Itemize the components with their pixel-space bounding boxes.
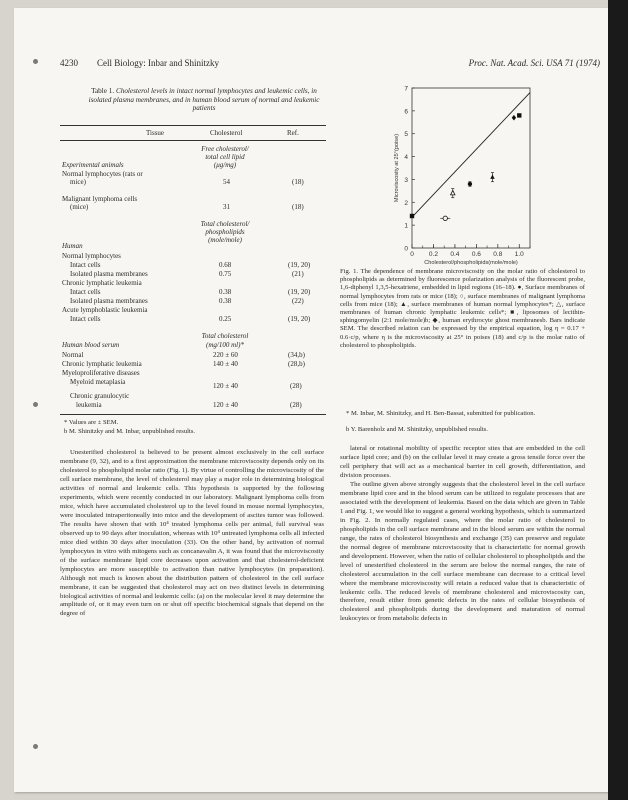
- col-header-tissue: Tissue: [146, 129, 165, 137]
- data-point: [490, 174, 494, 178]
- y-tick-label: 2: [404, 199, 408, 207]
- row-value: 54: [223, 178, 230, 186]
- row-ref: (18): [292, 203, 304, 211]
- table-caption: [88, 87, 320, 113]
- y-tick-label: 6: [404, 108, 408, 116]
- journal-citation: Proc. Nat. Acad. Sci. USA 71 (1974): [468, 58, 600, 68]
- table-footnote: * Values are ± SEM.: [64, 419, 119, 426]
- row-ref: (18): [292, 178, 304, 186]
- row-label: mice): [70, 178, 86, 186]
- right-column-text: [340, 445, 585, 624]
- section-title: Human blood serum: [62, 341, 120, 349]
- table-footnote: b M. Shinitzky and M. Inbar, unpublished results.: [64, 428, 196, 435]
- data-point: [512, 115, 516, 121]
- x-tick-label: 0.2: [428, 251, 438, 258]
- col-header-ref: Ref.: [287, 129, 299, 137]
- y-axis-label: Microviscosity at 25°(poise): [394, 133, 400, 203]
- x-tick-label: 0.8: [493, 251, 503, 258]
- unit-line: (μg/mg): [213, 161, 237, 169]
- unit-line: total cell lipid: [205, 153, 245, 161]
- figure-1-caption: [340, 268, 585, 350]
- row-label: (mice): [70, 203, 89, 211]
- row-ref: (19, 20): [288, 288, 311, 296]
- regression-line: [412, 93, 530, 218]
- row-label: Acute lymphoblastic leukemia: [62, 306, 148, 314]
- row-label: Normal lymphocytes: [62, 252, 121, 260]
- col-header-cholesterol: Cholesterol: [210, 129, 243, 137]
- scan-edge: [608, 0, 628, 800]
- row-ref: (28): [290, 382, 302, 390]
- row-label: Intact cells: [70, 315, 101, 323]
- x-tick-label: 1.0: [514, 251, 524, 258]
- row-value: 0.75: [219, 270, 232, 278]
- left-column-text: [60, 449, 324, 619]
- page-number: 4230: [60, 58, 78, 68]
- section-title: Experimental animals: [62, 161, 124, 169]
- row-value: 220 ± 60: [213, 351, 238, 359]
- row-label: Isolated plasma membranes: [70, 297, 148, 305]
- row-label: Normal lymphocytes (rats or: [62, 170, 143, 178]
- row-label: Normal: [62, 351, 84, 359]
- row-label: Intact cells: [70, 288, 101, 296]
- body-paragraph: Unesterified cholesterol is believed to be present almost exclusively in the cell surface membrane (9, 32), and to a first approximation the membrane microviscosity depends only on its cholesterol to phospholipid molar ratio (Fig. 1). By virtue of controlling the microviscosity of the cell surface membrane, the level of cholesterol may play a major role in determining biological activities of normal and leukemic cells. This hypothesis is supported by the following experiments, which were recently conducted in our laboratory. Malignant lymphoma cells from mice, which have accumulated cholesterol up to the level found in mouse normal lymphocytes, were inoculated intraperitoneally into mice and the development of ascites tumor was followed. The results have shown that with 10⁴ treated lymphoma cells per animal, full survival was observed up to 90 days after inoculation, whereas with 10⁴ untreated lymphoma cells all infected mice died within 30 days after inoculation (33). On the other hand, by activation of normal lymphocytes in vitro with mitogens such as concanavalin A, it was found that the microviscosity of the surface membrane lipid core decreases upon activation and that cholesterol-deficient lymphocytes are more susceptible to activation than native lymphocytes (in preparation). Although not much is known about the distribution pattern of cholesterol in the cell surface membrane, it can be suggested that cholesterol may act on two distinct levels in determining biological activities of normal and leukemic cells: (a) on the molecular level it may determine the amplitude of, or it may even turn on or shut off specific biochemical signals that depend on the degree of: [60, 449, 324, 618]
- data-point: [451, 190, 455, 194]
- row-value: 140 ± 40: [213, 360, 238, 368]
- row-ref: (19, 20): [288, 261, 311, 269]
- row-label: Myeloid metaplasia: [70, 378, 126, 386]
- y-tick-label: 0: [404, 245, 408, 253]
- y-tick-label: 5: [404, 131, 408, 139]
- data-point: [410, 214, 414, 218]
- row-label: Chronic lymphatic leukemia: [62, 360, 142, 368]
- punch-hole: [33, 59, 38, 64]
- unit-line: Total cholesterol/: [200, 220, 250, 228]
- table-rule-bottom: [60, 414, 326, 415]
- data-point: [468, 182, 472, 186]
- row-label: Isolated plasma membranes: [70, 270, 148, 278]
- unit-line: Total cholesterol: [201, 332, 249, 340]
- table-label: Table 1.: [91, 87, 115, 95]
- punch-hole: [33, 402, 38, 407]
- row-label: Chronic lymphatic leukemia: [62, 279, 142, 287]
- y-tick-label: 3: [404, 176, 408, 184]
- row-value: 31: [223, 203, 230, 211]
- data-point: [517, 113, 521, 117]
- x-tick-label: 0: [410, 251, 414, 258]
- row-label: Chronic granulocytic: [70, 392, 130, 400]
- x-axis-label: Cholesterol/phospholipids(mole/mole): [424, 260, 518, 266]
- table-rule-header: [60, 140, 326, 141]
- x-tick-label: 0.4: [450, 251, 460, 258]
- row-ref: (21): [292, 270, 304, 278]
- y-tick-label: 4: [404, 154, 408, 162]
- figure-caption-text: Fig. 1. The dependence of membrane microviscosity on the molar ratio of cholesterol to phospholipids as determined by fluorescence polarization analysis of the fluorescent probe, 1,6-diphenyl 1,3,5-hexatriene, embedded in lipid regions (16–18). ●, Surface membranes of normal lymphocytes from rats or mice (18); ○, surface membranes of malignant lymphoma cells from mice (18); ▲, surface membranes of human normal lymphocytes*; △, surface membranes of human chronic lymphatic leukemic cells*; ■, liposomes of lecithin-sphingomyelin (2:1 mole/mole)b; ◆, human erythrocyte ghost membranesb. Bars indicate SEM. The described relation can be expressed by the empirical equation, log η = 0.17 + 0.6·c/p, where η is the microviscosity at 25° in poises (18) and c/p is the molar ratio of cholesterol to phospholipids.: [340, 268, 585, 349]
- figure-footnote: * M. Inbar, M. Shinitzky, and H. Ben-Bassat, submitted for publication.: [346, 410, 536, 417]
- section-title: Cell Biology: Inbar and Shinitzky: [97, 58, 219, 68]
- row-label: Intact cells: [70, 261, 101, 269]
- row-ref: (19, 20): [288, 315, 311, 323]
- table-caption-text: Cholesterol levels in intact normal lymphocytes and leukemic cells, in isolated plasma membranes, and in human blood serum of normal and leukemic patients: [88, 87, 320, 113]
- row-value: 120 ± 40: [213, 382, 238, 390]
- row-value: 0.25: [219, 315, 232, 323]
- punch-hole: [33, 744, 38, 749]
- row-ref: (22): [292, 297, 304, 305]
- table-rule-top: [60, 125, 326, 126]
- row-value: 0.38: [219, 288, 232, 296]
- row-value: 120 ± 40: [213, 401, 238, 409]
- y-tick-label: 1: [404, 222, 408, 230]
- x-tick-label: 0.6: [471, 251, 481, 258]
- row-value: 0.68: [219, 261, 232, 269]
- unit-line: (mole/mole): [208, 236, 242, 244]
- data-point: [443, 216, 447, 220]
- unit-line: (mg/100 ml)*: [206, 341, 244, 349]
- figure-footnote: b Y. Barenholz and M. Shinitzky, unpublished results.: [346, 426, 488, 433]
- figure-1-chart: [390, 80, 540, 275]
- row-label: Malignant lymphoma cells: [62, 195, 138, 203]
- row-value: 0.38: [219, 297, 232, 305]
- body-paragraph: lateral or rotational mobility of specific receptor sites that are embedded in the cell surface lipid core; and (b) on the cellular level it may create a gross tensile force over the cell periphery that will act as a mechanical barrier in cell growth, differentiation, and division processes.: [340, 445, 585, 479]
- plot-frame: [412, 88, 530, 248]
- unit-line: Free cholesterol/: [201, 145, 249, 153]
- row-ref: (28): [290, 401, 302, 409]
- row-label: leukemia: [76, 401, 102, 409]
- y-tick-label: 7: [404, 85, 408, 93]
- row-ref: (28,b): [288, 360, 305, 368]
- unit-line: phospholipids: [205, 228, 245, 236]
- row-label: Myeloproliferative diseases: [62, 369, 140, 377]
- chart-plot-area: [394, 86, 530, 267]
- row-ref: (34,b): [288, 351, 305, 359]
- body-paragraph: The outline given above strongly suggests that the cholesterol level in the cell surface membrane lipid core and in the blood serum can be utilized to regulate processes that are associated with the development of leukemia. Based on the data which are given in Table 1 and Fig. 1, we would like to suggest a general working hypothesis, which is summarized in Fig. 2. In normally regulated cases, where the molar ratio of cholesterol to phospholipids in the cell surface membrane and in the blood serum are within the normal range, the rates of cholesterol biosynthesis and exchange (35) can preserve and regulate the normal degree of membrane microviscosity that is characteristic for normal growth and development. However, when the ratio of cellular cholesterol to phospholipids and the level of unesterified cholesterol in the serum are below the normal ranges, the rate of cholesterol accumulation in the cell surface membrane can decrease to a critical level where the membrane microviscosity will retain a reduced value that is characteristic of leukemic cells. The reduced levels of membrane cholesterol and microviscosity can, therefore, result either from genetic defects in the rates of cellular biosynthesis of cholesterol and phospholipids during the development and maturation of normal leukocytes or from metabolic defects in: [340, 480, 585, 623]
- section-title: Human: [62, 242, 83, 250]
